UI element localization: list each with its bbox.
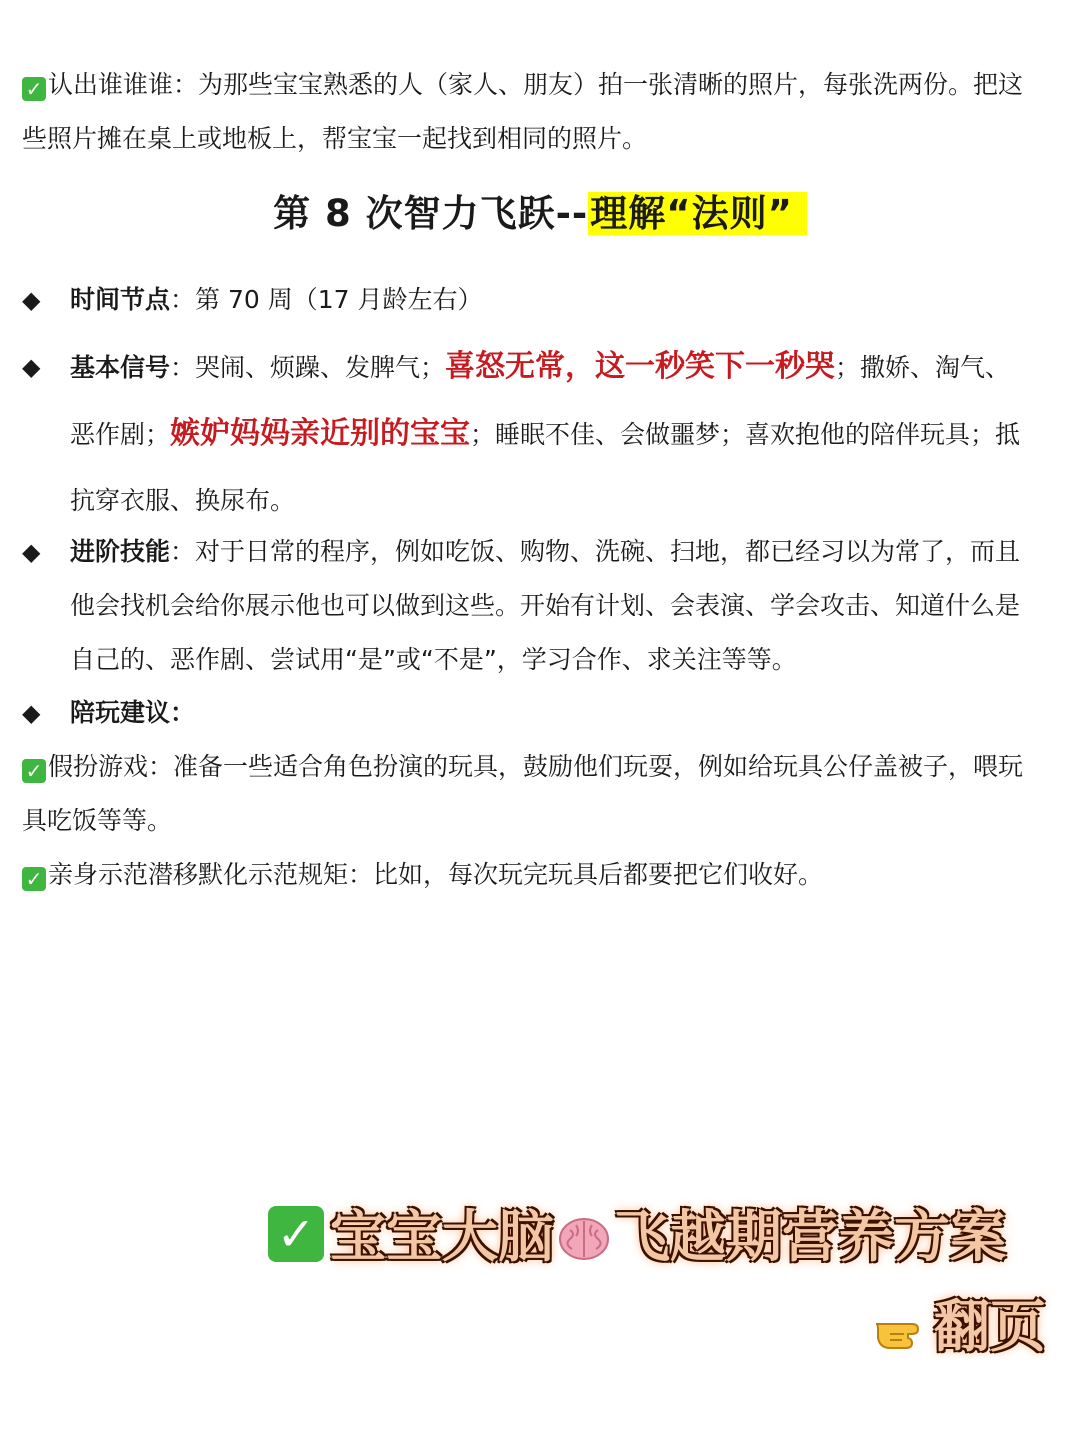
- signals-text-2: ；撒娇、淘气、恶作剧；: [70, 353, 1011, 449]
- skills-label: 进阶技能: [70, 537, 171, 566]
- check-mark-button-icon: ✓: [268, 1206, 324, 1262]
- diamond-bullet-icon: ◆: [22, 538, 41, 566]
- tip-item: [22, 848, 1032, 902]
- signals-colon: ：: [170, 353, 196, 382]
- promo-banner: [268, 1198, 1068, 1278]
- brain-icon: [558, 1204, 610, 1284]
- next-page-hint[interactable]: [872, 1290, 1046, 1366]
- diamond-bullet-icon: ◆: [22, 699, 41, 727]
- signals-text-3: ；睡眠不佳、会做噩梦；喜欢抱他的陪伴玩具；抵抗穿衣服、换尿布。: [70, 420, 1021, 515]
- banner-text-1: 宝宝大脑: [330, 1205, 554, 1270]
- signals-item: [22, 334, 1032, 534]
- next-page-text[interactable]: 翻页: [934, 1295, 1046, 1360]
- signals-emphasis-2: 嫉妒妈妈亲近别的宝宝: [170, 416, 471, 451]
- play-advice-label: 陪玩建议: [70, 698, 171, 727]
- time-node-text: 第 70 周（17 月龄左右）: [195, 285, 483, 314]
- diamond-bullet-icon: ◆: [22, 286, 41, 314]
- play-advice-item: [22, 686, 1032, 740]
- skills-colon: ：: [170, 537, 196, 566]
- intro-text: 认出谁谁谁：为那些宝宝熟悉的人（家人、朋友）拍一张清晰的照片，每张洗两份。把这些照片摊在桌上或地板上，帮宝宝一起找到相同的照片。: [22, 70, 1024, 153]
- skills-text: 对于日常的程序，例如吃饭、购物、洗碗、扫地，都已经习以为常了，而且他会找机会给你展示他也可以做到这些。开始有计划、会表演、学会攻击、知道什么是自己的、恶作剧、尝试用“是”或“不是”，学习合作、求关注等等。: [70, 537, 1021, 674]
- signals-text-1: 哭闹、烦躁、发脾气；: [195, 353, 446, 382]
- check-mark-icon: ✓: [22, 77, 46, 101]
- heading-prefix: 第 8 次智力飞跃--: [273, 192, 589, 235]
- signals-label: 基本信号: [70, 353, 171, 382]
- time-node-colon: ：: [170, 285, 196, 314]
- banner-text-2: 飞越期营养方案: [614, 1205, 1006, 1270]
- signals-emphasis-1: 喜怒无常，这一秒笑下一秒哭: [445, 349, 836, 384]
- tip-text: 假扮游戏：准备一些适合角色扮演的玩具，鼓励他们玩耍，例如给玩具公仔盖被子，喂玩具吃饭等等。: [22, 752, 1024, 835]
- tips-list: [22, 740, 1032, 902]
- tip-text: 亲身示范潜移默化示范规矩：比如，每次玩完玩具后都要把它们收好。: [48, 860, 824, 889]
- section-heading: [0, 184, 1080, 244]
- pointing-hand-icon: [872, 1294, 932, 1370]
- time-node-item: [22, 270, 1032, 330]
- check-mark-icon: ✓: [22, 759, 46, 783]
- check-mark-icon: ✓: [22, 867, 46, 891]
- time-node-label: 时间节点: [70, 285, 171, 314]
- play-advice-colon: ：: [170, 698, 196, 727]
- heading-highlight: 理解“法则”: [588, 192, 807, 235]
- skills-item: [22, 525, 1032, 687]
- tip-item: [22, 740, 1032, 848]
- intro-paragraph: [22, 58, 1032, 166]
- diamond-bullet-icon: ◆: [22, 353, 41, 381]
